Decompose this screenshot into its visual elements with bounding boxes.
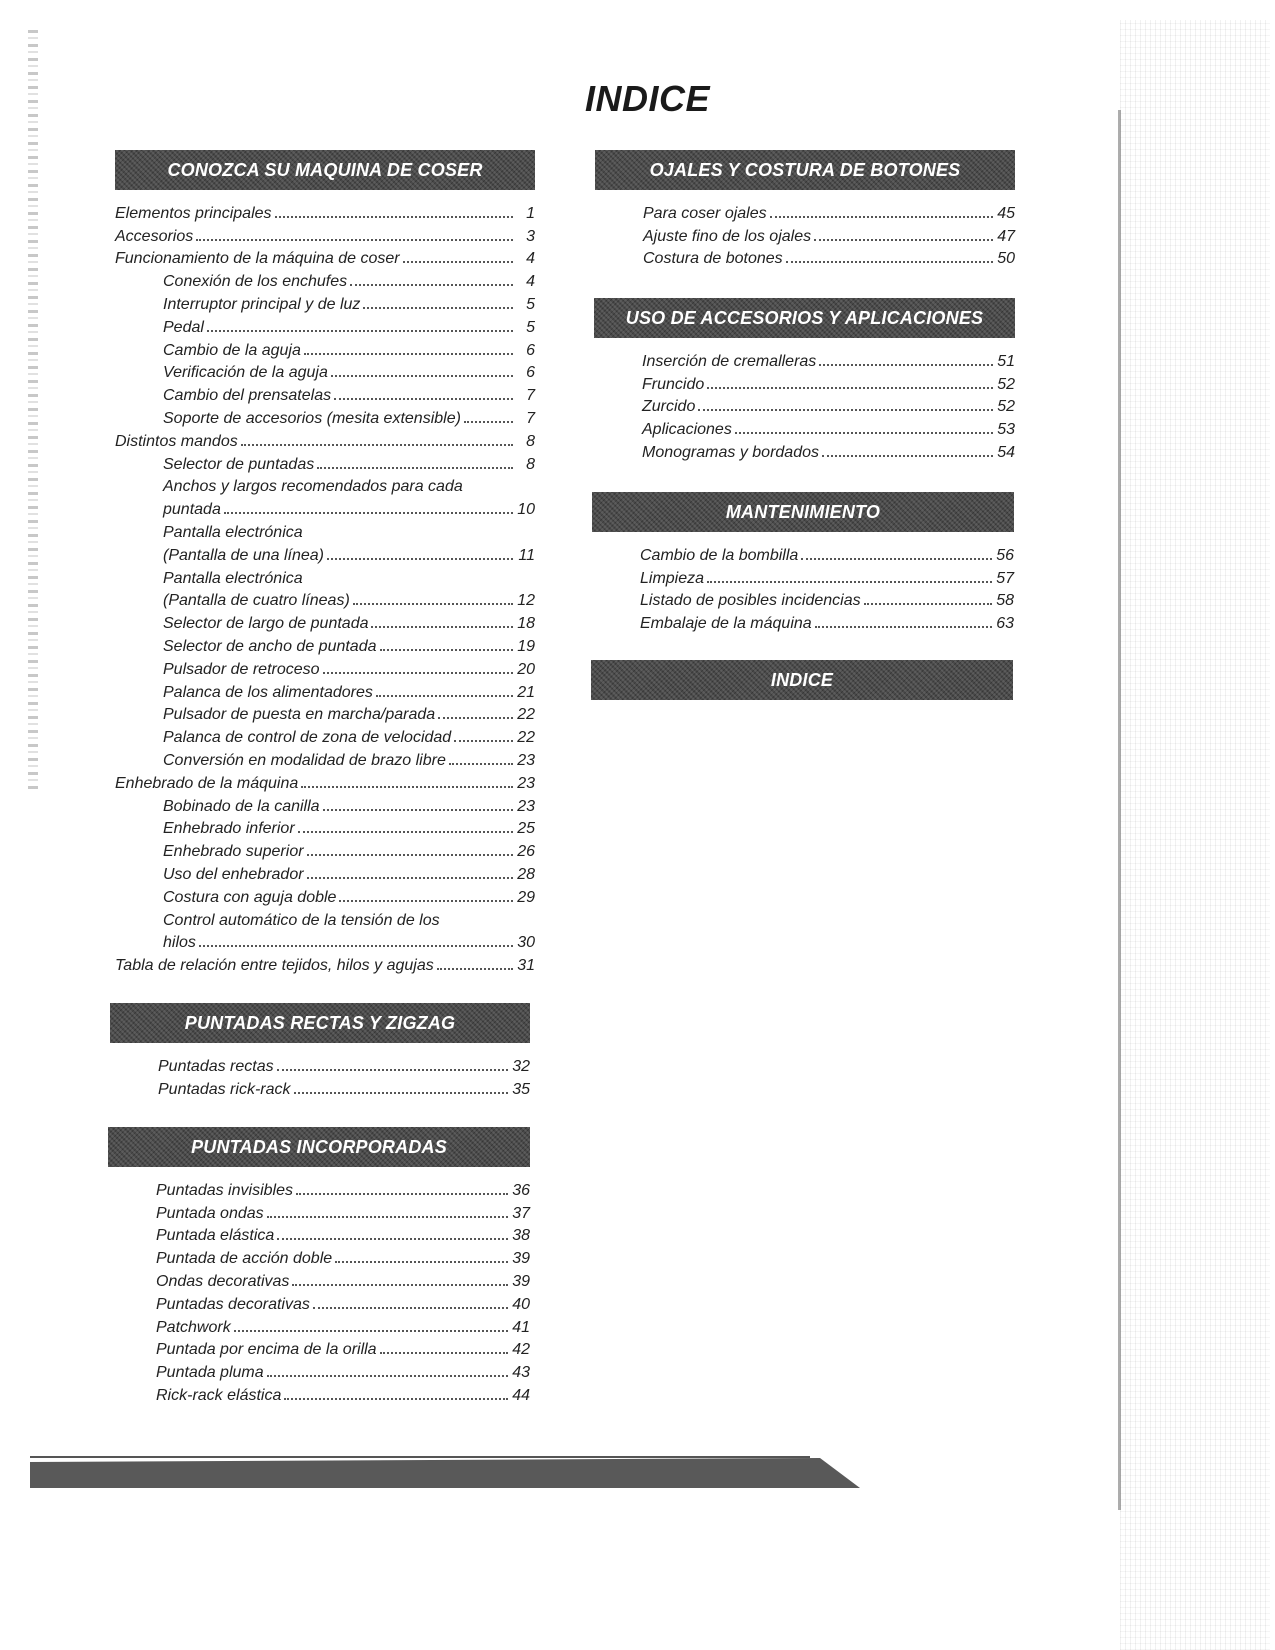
- toc-leader-dots: [323, 672, 513, 674]
- entries-list: [110, 1053, 530, 1099]
- toc-leader-dots: [335, 1261, 508, 1263]
- toc-entry-label: Distintos mandos: [115, 432, 238, 450]
- toc-entry: [592, 610, 1014, 633]
- toc-entry-label: Puntadas rick-rack: [158, 1080, 291, 1098]
- toc-entry-page: 20: [517, 660, 535, 678]
- toc-entry: [115, 610, 535, 633]
- toc-entry: [592, 565, 1014, 588]
- toc-leader-dots: [292, 1284, 508, 1286]
- toc-entry: [115, 588, 535, 611]
- toc-entry-label: Conexión de los enchufes: [163, 273, 348, 291]
- toc-entry: [115, 930, 535, 953]
- toc-entry-label: Costura con aguja doble: [163, 888, 337, 906]
- toc-entry-label: Costura de botones: [643, 250, 783, 268]
- toc-entry-label: Tabla de relación entre tejidos, hilos y agujas: [115, 957, 434, 975]
- toc-entry-page: 7: [526, 387, 535, 405]
- toc-entry-page: 45: [997, 204, 1015, 222]
- toc-entry: [108, 1359, 530, 1382]
- toc-entry: [115, 405, 535, 428]
- toc-leader-dots: [199, 945, 513, 947]
- toc-entry-page: 31: [517, 957, 535, 975]
- toc-entry-page: 4: [526, 250, 535, 268]
- toc-entry-label: Puntada elástica: [156, 1227, 275, 1245]
- toc-entry: [594, 348, 1015, 371]
- bottom-decorative-bar: [30, 1448, 860, 1492]
- toc-leader-dots: [770, 216, 993, 218]
- toc-leader-dots: [284, 1398, 508, 1400]
- toc-leader-dots: [735, 432, 993, 434]
- toc-leader-dots: [801, 558, 992, 560]
- toc-entry-page: 3: [526, 227, 535, 245]
- toc-entry: [108, 1337, 530, 1360]
- toc-entry-label: hilos: [163, 934, 196, 952]
- toc-entry: [115, 679, 535, 702]
- toc-entry-page: 29: [517, 888, 535, 906]
- toc-entry: [108, 1382, 530, 1405]
- section-header: OJALES Y COSTURA DE BOTONES: [595, 150, 1015, 190]
- toc-entry-label: Limpieza: [640, 569, 705, 587]
- toc-entry-page: 25: [517, 820, 535, 838]
- toc-entry: [592, 542, 1014, 565]
- toc-entry-label: Bobinado de la canilla: [163, 797, 320, 815]
- toc-entry-label: Listado de posibles incidencias: [640, 592, 861, 610]
- toc-entry-label: puntada: [163, 501, 221, 519]
- toc-entry-label: Patchwork: [156, 1318, 231, 1336]
- toc-entry-label: Interruptor principal y de luz: [163, 295, 361, 313]
- toc-leader-dots: [376, 695, 513, 697]
- toc-entry-label: Control automático de la tensión de los: [163, 911, 440, 929]
- toc-entry-label: Puntada de acción doble: [156, 1250, 333, 1268]
- toc-entry-label: Selector de largo de puntada: [163, 615, 369, 633]
- toc-entry-page: 22: [517, 729, 535, 747]
- toc-entry-page: 53: [997, 421, 1015, 439]
- toc-entry-page: 36: [512, 1181, 530, 1199]
- toc-entry: [108, 1223, 530, 1246]
- toc-leader-dots: [786, 261, 993, 263]
- toc-leader-dots: [313, 1307, 508, 1309]
- toc-entry-page: 5: [526, 318, 535, 336]
- toc-leader-dots: [363, 307, 513, 309]
- toc-leader-dots: [819, 364, 993, 366]
- toc-leader-dots: [438, 717, 513, 719]
- toc-leader-dots: [454, 740, 513, 742]
- toc-entry: [595, 200, 1015, 223]
- toc-entry: [115, 519, 535, 542]
- toc-leader-dots: [698, 409, 993, 411]
- toc-entry: [108, 1268, 530, 1291]
- toc-entry: [115, 451, 535, 474]
- toc-entry-label: Accesorios: [115, 227, 194, 245]
- toc-entry-page: 54: [997, 443, 1015, 461]
- toc-entry: [115, 952, 535, 975]
- entries-list: [595, 200, 1015, 268]
- toc-entry: [115, 702, 535, 725]
- toc-entry: [108, 1291, 530, 1314]
- toc-leader-dots: [437, 968, 513, 970]
- section-header: PUNTADAS RECTAS Y ZIGZAG: [110, 1003, 530, 1043]
- toc-entry-page: 18: [517, 615, 535, 633]
- toc-entry-page: 41: [512, 1318, 530, 1336]
- toc-leader-dots: [317, 467, 513, 469]
- toc-entry-label: Fruncido: [642, 375, 705, 393]
- toc-entry-page: 7: [526, 409, 535, 427]
- toc-entry: [115, 907, 535, 930]
- toc-entry: [108, 1314, 530, 1337]
- toc-entry: [115, 474, 535, 497]
- toc-entry-page: 57: [996, 569, 1014, 587]
- toc-entry: [115, 268, 535, 291]
- toc-entry-page: 23: [517, 751, 535, 769]
- toc-entry-label: Selector de ancho de puntada: [163, 637, 377, 655]
- toc-entry-label: Embalaje de la máquina: [640, 615, 812, 633]
- toc-entry: [115, 246, 535, 269]
- toc-leader-dots: [267, 1375, 508, 1377]
- toc-entry: [115, 291, 535, 314]
- toc-entry: [594, 394, 1015, 417]
- toc-entry-label: Inserción de cremalleras: [642, 352, 817, 370]
- toc-leader-dots: [350, 284, 513, 286]
- toc-entry-label: Palanca de los alimentadores: [163, 683, 373, 701]
- toc-entry: [115, 314, 535, 337]
- toc-entry-label: Cambio del prensatelas: [163, 387, 332, 405]
- toc-entry-page: 52: [997, 375, 1015, 393]
- toc-entry-page: 42: [512, 1341, 530, 1359]
- section-ojales: [595, 150, 1015, 268]
- scan-edge-left: [28, 30, 38, 790]
- toc-entry-page: 23: [517, 774, 535, 792]
- toc-entry-label: Puntada por encima de la orilla: [156, 1341, 377, 1359]
- scan-edge-right: [1120, 20, 1270, 1650]
- toc-entry-label: Elementos principales: [115, 204, 272, 222]
- toc-entry-page: 44: [512, 1386, 530, 1404]
- toc-entry-page: 5: [526, 295, 535, 313]
- toc-leader-dots: [403, 261, 513, 263]
- toc-entry: [115, 633, 535, 656]
- toc-leader-dots: [275, 216, 513, 218]
- toc-entry-label: Zurcido: [642, 398, 696, 416]
- section-indice: [591, 660, 1013, 700]
- toc-entry-page: 19: [517, 637, 535, 655]
- toc-entry: [115, 770, 535, 793]
- toc-entry-label: Anchos y largos recomendados para cada: [163, 478, 463, 496]
- toc-entry-label: Palanca de control de zona de velocidad: [163, 729, 452, 747]
- toc-leader-dots: [234, 1330, 508, 1332]
- toc-entry-page: 30: [517, 934, 535, 952]
- toc-entry: [115, 838, 535, 861]
- page-title: INDICE: [584, 78, 710, 119]
- toc-entry-label: (Pantalla de una línea): [163, 546, 324, 564]
- toc-entry: [115, 816, 535, 839]
- toc-entry-label: Puntada ondas: [156, 1204, 264, 1222]
- toc-entry-page: 22: [517, 706, 535, 724]
- toc-leader-dots: [380, 1352, 508, 1354]
- entries-list: [115, 200, 535, 975]
- toc-leader-dots: [224, 512, 513, 514]
- toc-entry-page: 40: [512, 1295, 530, 1313]
- toc-leader-dots: [380, 649, 514, 651]
- toc-entry: [115, 360, 535, 383]
- toc-leader-dots: [449, 763, 513, 765]
- toc-leader-dots: [707, 387, 993, 389]
- toc-entry-page: 43: [512, 1364, 530, 1382]
- section-mantenimiento: [592, 492, 1014, 633]
- toc-leader-dots: [815, 626, 992, 628]
- toc-entry: [594, 416, 1015, 439]
- toc-entry: [108, 1200, 530, 1223]
- toc-entry: [592, 588, 1014, 611]
- toc-entry: [115, 200, 535, 223]
- entries-list: [594, 348, 1015, 462]
- section-header: INDICE: [591, 660, 1013, 700]
- toc-leader-dots: [241, 444, 513, 446]
- toc-entry: [110, 1053, 530, 1076]
- toc-leader-dots: [307, 854, 513, 856]
- toc-entry: [595, 246, 1015, 269]
- toc-entry-page: 51: [997, 352, 1015, 370]
- toc-leader-dots: [814, 239, 993, 241]
- toc-entry-page: 47: [997, 227, 1015, 245]
- toc-entry-label: Para coser ojales: [643, 204, 767, 222]
- toc-entry-page: 8: [526, 455, 535, 473]
- toc-entry-label: Uso del enhebrador: [163, 865, 304, 883]
- toc-entry: [115, 542, 535, 565]
- toc-entry-label: Puntadas decorativas: [156, 1295, 310, 1313]
- toc-entry-page: 52: [997, 398, 1015, 416]
- toc-entry-page: 8: [526, 432, 535, 450]
- section-header: USO DE ACCESORIOS Y APLICACIONES: [594, 298, 1015, 338]
- toc-entry-page: 37: [512, 1204, 530, 1222]
- toc-entry-label: Aplicaciones: [642, 421, 732, 439]
- toc-entry: [115, 747, 535, 770]
- toc-entry-label: Funcionamiento de la máquina de coser: [115, 250, 400, 268]
- toc-entry: [594, 439, 1015, 462]
- toc-leader-dots: [331, 375, 513, 377]
- toc-entry: [115, 565, 535, 588]
- entries-list: [108, 1177, 530, 1405]
- toc-entry-page: 63: [996, 615, 1014, 633]
- toc-entry-page: 6: [526, 341, 535, 359]
- toc-leader-dots: [304, 353, 513, 355]
- toc-entry-label: Conversión en modalidad de brazo libre: [163, 751, 446, 769]
- toc-entry-page: 1: [526, 204, 535, 222]
- section-header: PUNTADAS INCORPORADAS: [108, 1127, 530, 1167]
- toc-entry-page: 10: [517, 501, 535, 519]
- toc-leader-dots: [822, 455, 993, 457]
- toc-entry-label: Enhebrado de la máquina: [115, 774, 299, 792]
- toc-entry-page: 58: [996, 592, 1014, 610]
- toc-entry-page: 35: [512, 1080, 530, 1098]
- toc-entry: [594, 371, 1015, 394]
- toc-leader-dots: [298, 831, 513, 833]
- section-header: CONOZCA SU MAQUINA DE COSER: [115, 150, 535, 190]
- toc-leader-dots: [207, 330, 513, 332]
- toc-entry-label: Cambio de la bombilla: [640, 546, 799, 564]
- toc-entry-page: 39: [512, 1250, 530, 1268]
- toc-leader-dots: [353, 603, 513, 605]
- toc-leader-dots: [323, 809, 513, 811]
- toc-entry-page: 56: [996, 546, 1014, 564]
- toc-entry: [108, 1177, 530, 1200]
- toc-entry-label: Selector de puntadas: [163, 455, 315, 473]
- toc-leader-dots: [707, 581, 992, 583]
- toc-leader-dots: [267, 1216, 508, 1218]
- scan-edge-right-line: [1118, 110, 1121, 1510]
- toc-entry-label: Monogramas y bordados: [642, 443, 819, 461]
- section-header: MANTENIMIENTO: [592, 492, 1014, 532]
- toc-leader-dots: [464, 421, 513, 423]
- toc-entry-page: 23: [517, 797, 535, 815]
- toc-entry-page: 21: [517, 683, 535, 701]
- toc-entry-label: Enhebrado inferior: [163, 820, 295, 838]
- toc-entry-label: Soporte de accesorios (mesita extensible): [163, 409, 461, 427]
- toc-entry-label: Pulsador de puesta en marcha/parada: [163, 706, 436, 724]
- entries-list: [592, 542, 1014, 633]
- toc-entry-label: Cambio de la aguja: [163, 341, 301, 359]
- toc-leader-dots: [196, 239, 513, 241]
- toc-entry: [110, 1076, 530, 1099]
- toc-entry-page: 26: [517, 843, 535, 861]
- toc-entry-page: 38: [512, 1227, 530, 1245]
- toc-leader-dots: [307, 877, 513, 879]
- toc-entry-label: Pantalla electrónica: [163, 569, 303, 587]
- toc-entry-label: Verificación de la aguja: [163, 364, 328, 382]
- toc-entry: [115, 656, 535, 679]
- toc-entry-page: 32: [512, 1057, 530, 1075]
- toc-leader-dots: [277, 1069, 508, 1071]
- toc-leader-dots: [864, 603, 992, 605]
- toc-entry-label: Ondas decorativas: [156, 1272, 290, 1290]
- toc-entry-label: (Pantalla de cuatro líneas): [163, 592, 350, 610]
- toc-leader-dots: [277, 1238, 508, 1240]
- toc-entry-page: 4: [526, 273, 535, 291]
- toc-entry: [595, 223, 1015, 246]
- toc-entry-label: Pantalla electrónica: [163, 523, 303, 541]
- toc-entry-page: 39: [512, 1272, 530, 1290]
- toc-entry: [115, 428, 535, 451]
- toc-entry: [115, 223, 535, 246]
- toc-entry-page: 6: [526, 364, 535, 382]
- section-puntadas-incorporadas: [108, 1127, 530, 1405]
- toc-entry-label: Puntadas rectas: [158, 1057, 274, 1075]
- toc-entry: [115, 861, 535, 884]
- toc-entry: [115, 724, 535, 747]
- toc-entry-label: Puntadas invisibles: [156, 1181, 293, 1199]
- section-accesorios: [594, 298, 1015, 462]
- toc-leader-dots: [296, 1193, 508, 1195]
- toc-leader-dots: [339, 900, 513, 902]
- section-puntadas-rectas: [110, 1003, 530, 1099]
- toc-leader-dots: [294, 1092, 509, 1094]
- toc-entry-page: 50: [997, 250, 1015, 268]
- toc-entry-label: Ajuste fino de los ojales: [643, 227, 812, 245]
- toc-entry-label: Pedal: [163, 318, 204, 336]
- toc-entry: [108, 1245, 530, 1268]
- toc-entry-page: 12: [517, 592, 535, 610]
- toc-entry-page: 28: [517, 865, 535, 883]
- toc-entry-label: Puntada pluma: [156, 1364, 264, 1382]
- toc-entry-page: 11: [518, 546, 535, 564]
- toc-entry: [115, 382, 535, 405]
- toc-entry: [115, 337, 535, 360]
- toc-leader-dots: [301, 786, 513, 788]
- toc-leader-dots: [327, 558, 513, 560]
- toc-entry-label: Pulsador de retroceso: [163, 660, 320, 678]
- toc-leader-dots: [334, 398, 513, 400]
- toc-entry: [115, 793, 535, 816]
- toc-leader-dots: [371, 626, 513, 628]
- toc-entry-label: Enhebrado superior: [163, 843, 304, 861]
- toc-entry: [115, 496, 535, 519]
- toc-entry-label: Rick-rack elástica: [156, 1386, 282, 1404]
- toc-entry: [115, 884, 535, 907]
- section-conozca: [115, 150, 535, 975]
